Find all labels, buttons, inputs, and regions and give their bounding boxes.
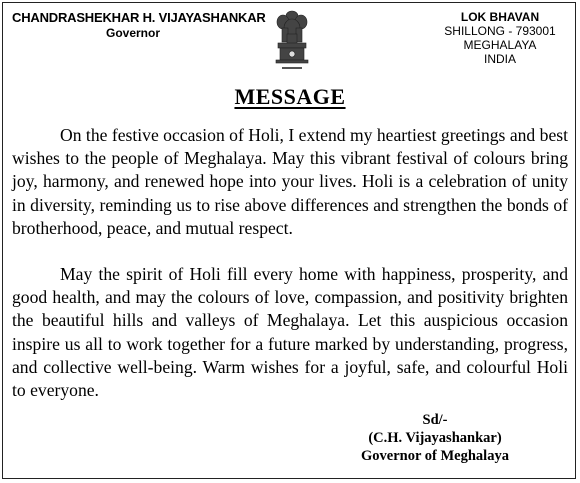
- message-title: MESSAGE: [234, 84, 346, 109]
- sender-block: [12, 10, 302, 40]
- address-line-state: MEGHALAYA: [463, 38, 537, 52]
- signatory-designation: Governor of Meghalaya: [361, 448, 509, 464]
- signatory-name: (C.H. Vijayashankar): [368, 430, 502, 446]
- message-paragraph-1: On the festive occasion of Holi, I extend my heartiest greetings and best wishes to the people of Meghalaya. May this vibrant festival of colours bring joy, harmony, and renewed hope into your lives. Holi is a celebration of unity in diversity, reminding us to rise above differences and strengthen the bonds of brotherhood, peace, and mutual respect.: [12, 125, 568, 238]
- message-paragraph-2: May the spirit of Holi fill every home with happiness, prosperity, and good health, and may the colours of love, compassion, and positivity brighten the beautiful hills and valleys of Meghalaya. Let this auspicious occasion inspire us all to work together for a future marked by understanding, progress, and collective well-being. Warm wishes for a joyful, safe, and colourful Holi to everyone.: [12, 264, 568, 401]
- address-line-city: SHILLONG - 793001: [444, 24, 556, 38]
- signature-block: [320, 411, 550, 465]
- address-block: [430, 10, 570, 66]
- governor-title: Governor: [105, 26, 160, 40]
- address-line-office: LOK BHAVAN: [460, 10, 540, 24]
- address-line-country: INDIA: [483, 52, 516, 66]
- page-border: [2, 2, 576, 479]
- governor-name: CHANDRASHEKHAR H. VIJAYASHANKAR: [12, 10, 266, 25]
- state-emblem-icon: [270, 8, 314, 72]
- signature-sd: Sd/-: [422, 412, 448, 428]
